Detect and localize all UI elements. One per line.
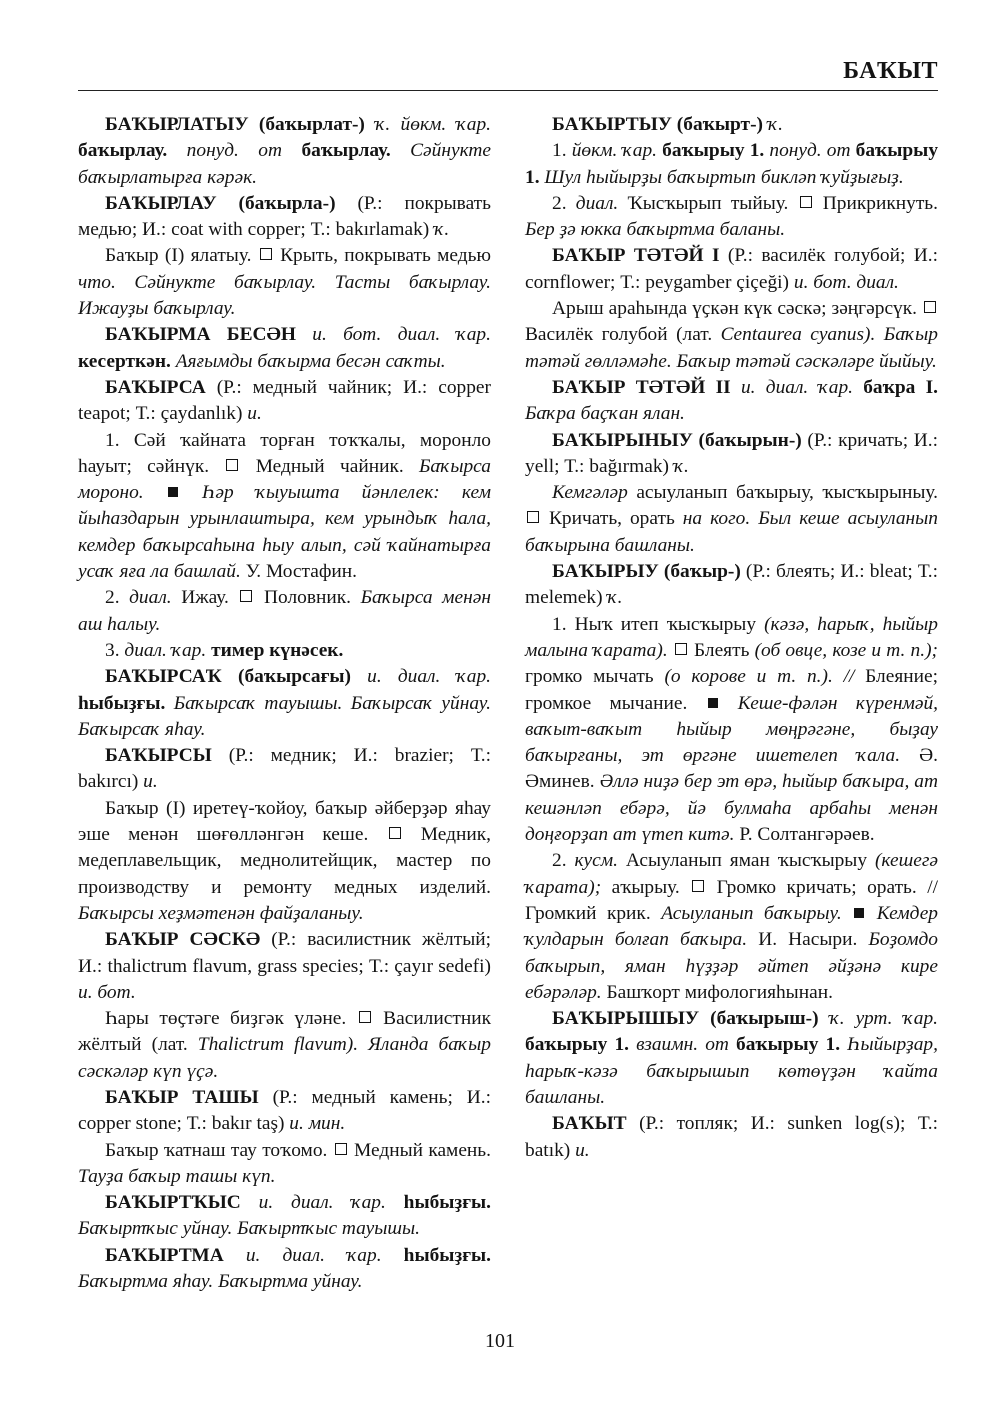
italic-text: ҡ. урт. ҡар. (829, 1008, 938, 1030)
italic-text: и. диал. ҡар. (367, 666, 491, 688)
dictionary-paragraph (78, 585, 491, 638)
italic-text: (кешегә ҡарата); (525, 850, 939, 898)
headword-text: БАҠЫРМА БЕСӘН (105, 324, 313, 346)
headword-text: БАҠЫРТҠЫС (105, 1192, 259, 1214)
headword-text: һыбыҙғы. (403, 1192, 491, 1214)
italic-text: Сәйнукте баҡырлатырға кәрәк. (78, 140, 491, 188)
white-square-icon (800, 196, 812, 208)
italic-text: на кого. Был кеше асыуланып баҡырына башланы. (525, 508, 938, 556)
headword-text: БАҠЫР ТАШЫ (105, 1086, 273, 1108)
headword-text: һыбыҙғы. (78, 692, 174, 714)
dictionary-paragraph (525, 112, 938, 138)
italic-text: и. диал. ҡар. (245, 1244, 404, 1266)
body-text: Василёк голубой (лат. (525, 324, 721, 346)
white-square-icon (675, 643, 687, 655)
italic-text: понуд. от (186, 140, 302, 162)
headword-text: БАҠЫРСА (105, 376, 217, 398)
italic-text: Аяғымды баҡырма бесән саҡты. (175, 350, 446, 372)
body-text: Баҡыр (I) ялатыу. (105, 245, 258, 267)
italic-text: и. бот. диал. (793, 271, 899, 293)
italic-text: Боҙомдо баҡырып, яман һүҙҙәр әйтеп әйҙәнә кире ебәрәләр. (525, 929, 939, 1003)
dictionary-paragraph (78, 1006, 491, 1085)
headword-text: БАҠЫРСЫ (105, 745, 229, 767)
running-header-word: БАҠЫТ (843, 58, 938, 84)
headword-text: БАҠЫР ТӘТӘЙ II (552, 376, 741, 398)
dictionary-paragraph (525, 1006, 938, 1111)
italic-text: Кемдер ҡулдарын болғап баҡыра. (525, 902, 938, 951)
headword-text: БАҠЫРЫУ (баҡыр-) (552, 561, 746, 583)
white-square-icon (389, 827, 401, 839)
italic-text: Centaurea cyanus). Баҡыр тәтәй гөлләмәһе. Баҡыр тәтәй сәскәләре йыйыу. (525, 324, 938, 372)
italic-text: Баҡыртма яһау. Баҡыртма уйнау. (78, 1271, 363, 1293)
italic-text: Баҡыртҡыс уйнау. Баҡыртҡыс тауышы. (78, 1218, 420, 1240)
headword-text: баҡырлау. (78, 140, 187, 162)
white-square-icon (335, 1143, 347, 1155)
italic-text: Тауҙа баҡыр ташы күп. (78, 1165, 276, 1187)
white-square-icon (240, 590, 252, 602)
dictionary-paragraph (78, 743, 491, 796)
headword-text: БАҠЫРЫШЫУ (баҡырыш-) (552, 1008, 830, 1030)
black-square-icon (168, 487, 178, 497)
body-text: Медный чайник. (240, 455, 419, 477)
body-text: (Р.: топляк; И.: sunken log(s); Т.: batık) (525, 1113, 938, 1161)
italic-text: и. (575, 1139, 590, 1161)
body-text: (Р.: кричать; И.: yell; Т.: bağırmak) (525, 429, 938, 477)
body-text: 1. Ныҡ итеп ҡысҡырыу (552, 613, 765, 635)
dictionary-paragraph (525, 1111, 938, 1164)
body-text: 3. (105, 639, 125, 661)
body-text: Арыш араһында үҫкән күк сәскә; зәңгәрсүк. (552, 298, 922, 320)
italic-text: ҡ. (767, 114, 783, 135)
headword-text: БАҠЫР ТӘТӘЙ I (552, 245, 728, 267)
italic-text: Баҡра баҫҡан ялан. (525, 403, 685, 425)
black-square-icon (708, 698, 718, 708)
body-text: Ә. Әминев. (525, 745, 938, 793)
body-text: Р. Солтангәрәев. (734, 824, 875, 846)
italic-text: йөкм. ҡар. (571, 140, 663, 162)
headword-text: һыбыҙғы. (403, 1244, 491, 1266)
italic-text: Thalictrum flavum). Яланда баҡыр сәскәләр күп үҫә. (78, 1034, 491, 1082)
italic-text: и. мин. (289, 1113, 346, 1135)
body-text: громко мычать (525, 666, 665, 688)
dictionary-paragraph (525, 296, 938, 375)
italic-text: Һыйырҙар, һарыҡ-кәзә баҡырышып көтөүҙән ҡайта башланы. (525, 1034, 938, 1108)
white-square-icon (359, 1011, 371, 1023)
body-text: Василистник жёлтый (лат. (78, 1008, 491, 1056)
headword-text: баҡырыу 1. (736, 1034, 848, 1056)
white-square-icon (527, 511, 539, 523)
italic-text: диал. ҡар. (124, 639, 212, 661)
headword-text: тимер күнәсек. (211, 639, 344, 661)
headword-text: баҡырыу 1. (525, 140, 939, 188)
dictionary-paragraph (78, 243, 491, 322)
italic-text: кусм. (574, 850, 626, 872)
dictionary-paragraph (525, 138, 938, 191)
italic-text: и. бот. диал. ҡар. (312, 324, 491, 346)
page-number: 101 (485, 1330, 515, 1352)
italic-text: (об овце, козе и т. п.); (754, 639, 938, 661)
dictionary-paragraph (78, 191, 491, 244)
italic-text: ҡ. (673, 455, 689, 477)
headword-text: БАҠЫРСАҠ (баҡырсағы) (105, 666, 368, 688)
body-text: 1. (552, 140, 572, 162)
dictionary-paragraph (78, 112, 491, 191)
italic-text: что. Сәйнукте баҡырлау. Тасты баҡырлау. Ижауҙы баҡырлау. (78, 271, 491, 320)
dictionary-paragraph (525, 191, 938, 244)
body-text: Блеяние; громкое мычание. (525, 666, 939, 714)
headword-text: БАҠЫРТЫУ (баҡырт-) (552, 114, 768, 135)
italic-text: Әллә ниҙә бер эт өрә, һыйыр баҡыра, ат кешәнләп ебәрә, йә булмаһа арбаһы менән доңғорҙап ат үтеп китә. (525, 771, 938, 846)
body-text: Ҡысҡырып тыйыу. (627, 192, 798, 214)
italic-text: и. бот. (78, 981, 136, 1003)
body-text: Крыть, покрывать медью (273, 245, 491, 267)
dictionary-paragraph (525, 848, 938, 1006)
body-text: Кричать, орать (541, 508, 683, 530)
italic-text: (кәзә, һарыҡ, һыйыр малына ҡарата). (525, 613, 938, 661)
headword-text: баҡра I. (863, 376, 938, 398)
dictionary-paragraph (78, 1138, 491, 1191)
dictionary-paragraph (78, 664, 491, 743)
body-text: Башҡорт мифологияһынан. (601, 981, 833, 1003)
body-text: аҡырыу. (611, 876, 691, 898)
body-text: Баҡыр ҡатнаш тау тоҡомо. (105, 1139, 333, 1161)
body-text: 2. (105, 587, 130, 609)
dictionary-paragraph (78, 796, 491, 927)
dictionary-paragraph (525, 428, 938, 481)
italic-text: Баҡырса менән аш һалыу. (78, 587, 491, 635)
body-text: Баҡыр (I) иретеү-ҡойоу, баҡыр әйберҙәр яһау эше менән шөғөлләнгән кеше. (78, 797, 491, 846)
italic-text: (о корове и т. п.). // (664, 666, 866, 688)
italic-text: диал. (129, 587, 182, 609)
headword-text: БАҠЫР СӘСКӘ (105, 929, 272, 951)
headword-text: баҡырлау. (301, 140, 411, 162)
body-text: Асыуланып яман ҡысҡырыу (625, 850, 875, 872)
dictionary-paragraph (525, 559, 938, 612)
body-text: 1. Сәй ҡайната торған тоҡҡалы, моронло һауыт; сәйнүк. (78, 429, 491, 477)
dictionary-paragraph (78, 638, 491, 664)
dictionary-paragraph (78, 927, 491, 1006)
running-header (78, 56, 938, 91)
white-square-icon (226, 459, 238, 471)
italic-text: Шул һыйырҙы баҡыртып бикләп ҡуйҙығыҙ. (544, 166, 904, 188)
body-text: 2. (552, 850, 575, 872)
white-square-icon (924, 301, 936, 313)
headword-text: кесерткән. (78, 350, 176, 372)
italic-text: Һәр ҡыуышта йәнлелек: кем йыһаздарын урынлаштыра, кем урындыҡ һала, кемдер баҡырсаһына һыу алып, сәй ҡайнатырға усаҡ яға ла башлай. (78, 482, 491, 583)
italic-text: Баҡырсаҡ тауышы. Баҡырсаҡ уйнау. Баҡырсаҡ яһау. (78, 692, 491, 740)
headword-text: баҡырыу 1. (525, 1034, 637, 1056)
body-text: 2. (552, 192, 576, 214)
left-column (78, 112, 491, 1295)
body-text: (Р.: медник; И.: brazier; Т.: bakırcı) (78, 745, 491, 793)
body-text: (Р.: медный чайник; И.: copper teapot; Т.: çaydanlık) (78, 376, 491, 425)
headword-text: БАҠЫРЫНЫУ (баҡырын-) (552, 429, 808, 451)
body-text: Половник. (254, 587, 361, 609)
dictionary-paragraph (525, 612, 938, 849)
headword-text: БАҠЫТ (552, 1113, 640, 1135)
headword-text: БАҠЫРЛАТЫУ (баҡырлат-) (105, 114, 376, 135)
italic-text: Бер ҙә юкка баҡыртма баланы. (525, 219, 786, 241)
body-text: Громко кричать; орать. // Громкий крик. (525, 876, 938, 924)
right-column (525, 112, 938, 1164)
headword-text: БАҠЫРЛАУ (баҡырла-) (105, 192, 358, 214)
body-text: У. Мостафин. (240, 561, 357, 583)
body-text: (Р.: блеять; И.: bleat; Т.: melemek) (525, 561, 938, 609)
italic-text: Баҡырса мороно. (78, 455, 491, 504)
italic-text: Баҡырсы хеҙмәтенән файҙаланыу. (78, 902, 364, 924)
italic-text: и. (143, 771, 158, 793)
italic-text: Кемгәләр (552, 482, 637, 504)
dictionary-paragraph (78, 1243, 491, 1296)
italic-text: Асыуланып баҡырыу. (661, 902, 853, 924)
italic-text: понуд. от (769, 140, 856, 162)
body-text: (Р.: медный камень; И.: copper stone; Т.: bakır taş) (78, 1086, 491, 1135)
black-square-icon (854, 908, 864, 918)
body-text: асыуланып баҡырыу, ҡысҡырыныу. (636, 482, 938, 504)
dictionary-paragraph (525, 375, 938, 428)
dictionary-paragraph (78, 1085, 491, 1138)
italic-text: и. диал. ҡар. (258, 1192, 404, 1214)
dictionary-paragraph (78, 375, 491, 428)
body-text: Медный камень. (348, 1139, 491, 1161)
italic-text: диал. (575, 192, 628, 214)
dictionary-paragraph (78, 322, 491, 375)
body-text: Медник, медеплавельщик, меднолитейщик, мастер по производству и ремонту медных изделий. (78, 824, 491, 898)
dictionary-paragraph (525, 480, 938, 559)
body-text: (Р.: василёк голубой; И.: cornflower; Т.: peygamber çiçeği) (525, 245, 938, 293)
italic-text: и. диал. ҡар. (740, 376, 864, 398)
body-text: Блеять (688, 639, 755, 661)
italic-text: и. (247, 403, 262, 425)
white-square-icon (692, 880, 704, 892)
body-text: И. Насыри. (747, 929, 869, 951)
italic-text: ҡ. йөкм. ҡар. (375, 114, 492, 135)
body-text: (Р.: василистник жёлтый; И.: thalictrum flavum, grass species; Т.: çayır sedefi) (78, 929, 491, 977)
body-text: Ижау. (181, 587, 239, 609)
body-text: Прикрикнуть. (813, 192, 938, 214)
dictionary-paragraph (525, 243, 938, 296)
italic-text: взаимн. от (636, 1034, 737, 1056)
italic-text: ҡ. (607, 587, 623, 609)
white-square-icon (260, 248, 272, 260)
headword-text: баҡырыу 1. (662, 140, 770, 162)
italic-text: ҡ. (434, 219, 450, 241)
dictionary-paragraph (78, 1190, 491, 1243)
italic-text: Кеше-фәлән күренмәй, ваҡыт-ваҡыт һыйыр мөңрәгәне, быҙау баҡырғаны, эт өргәне ишетелеп ҡала. (525, 692, 938, 767)
dictionary-paragraph (78, 428, 491, 586)
body-text: Һары төҫтәге биҙгәк үләне. (105, 1008, 357, 1030)
body-text: (Р.: покрывать медью; И.: coat with copper; Т.: bakırlamak) (78, 192, 491, 241)
headword-text: БАҠЫРТМА (105, 1244, 246, 1266)
